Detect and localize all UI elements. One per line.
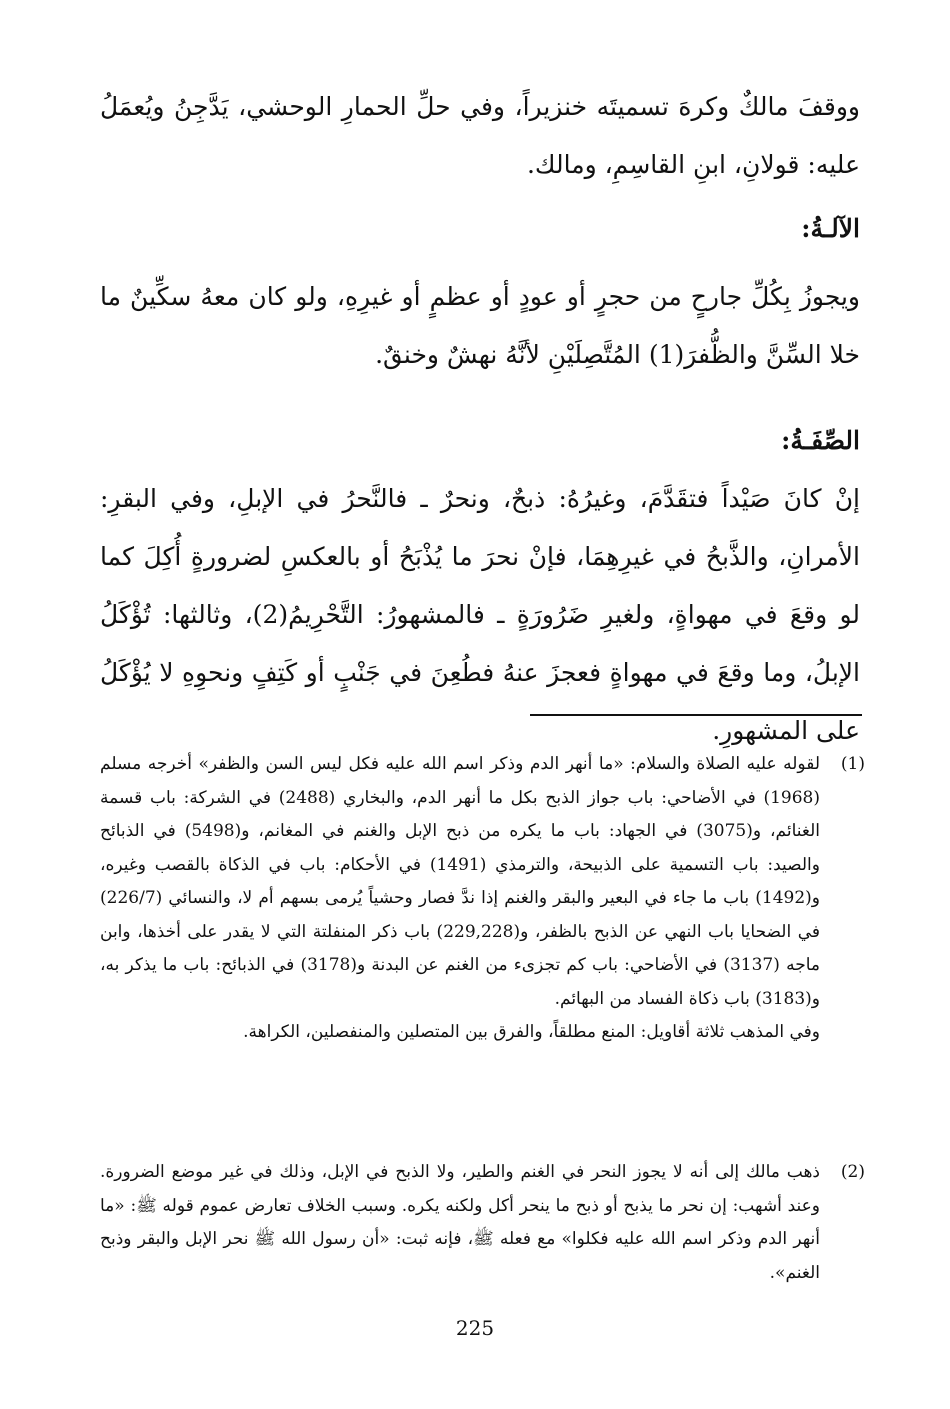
heading-tool: الآلـةُ: xyxy=(801,214,860,243)
footnote-1 xyxy=(100,748,865,1050)
footnote-text: لقوله عليه الصلاة والسلام: «ما أنهر الدم وذكر اسم الله عليه فكل ليس السن والظفر» أخرجه مسلم (1968) في الأضاحي: باب جواز الذبح بكل ما أنهر الدم، والبخاري (2488) في الشركة: باب قسمة الغنائم، و(3075) في الجهاد: باب ما يكره من ذبح الإبل والغنم في المغانم، و(5498) في الذبائح والصيد: باب التسمية على الذبيحة، والترمذي (1491) في الأحكام: باب في الذكاة بالقصب وغيره، و(1492) باب ما جاء في البعير والبقر والغنم إذا ندَّ فصار وحشياً يُرمى بسهم أم لا، والنسائي (226/7) في الضحايا باب النهي عن الذبح بالظفر، و(229,228) باب ذكر المنفلتة التي لا يقدر على أخذها، وابن ماجه (3137) في الأضاحي: باب كم تجزىء من الغنم عن البدنة و(3178) في الذبائح: باب ما يذكر به، و(3183) باب ذكاة الفساد من البهائم. xyxy=(100,754,821,1009)
footnote-2 xyxy=(100,1156,865,1290)
footnote-separator xyxy=(530,714,862,716)
page-number: 225 xyxy=(455,1316,495,1340)
paragraph-wild-donkey: ووقفَ مالكٌ وكرهَ تسميتَه خنزيراً، وفي حلِّ الحمارِ الوحشي، يَدَّجِنُ ويُعمَلُ عليه: قولانِ، ابنِ القاسِمِ، ومالك. xyxy=(100,92,860,179)
footnote-extra: وفي المذهب ثلاثة أقاويل: المنع مطلقاً، والفرق بين المتصلين والمنفصلين، الكراهة. xyxy=(243,1022,820,1042)
footnote-number: (1) xyxy=(840,754,865,774)
paragraph-method: إنْ كانَ صَيْداً فتقَدَّمَ، وغيرُهُ: ذبحٌ، ونحرٌ ـ فالنَّحرُ في الإبلِ، وفي البقرِ: الأمرانِ، والذَّبحُ في غيرِهِمَا، فإنْ نحرَ ما يُذْبَحُ أو بالعكسِ لضرورةٍ أُكِلَ كما لو وقعَ في مهواةٍ، ولغيرِ ضَرُورَةٍ ـ فالمشهورُ: التَّحْرِيمُ(2)، وثالثها: تُؤْكَلُ الإبلُ، وما وقعَ في مهواةٍ فعجزَ عنهُ فطُعِنَ في جَنْبٍ أو كَتِفٍ ونحوِهِ لا يُؤْكَلُ على المشهورِ. xyxy=(100,484,861,745)
heading-method: الصِّفَـةُ: xyxy=(781,426,860,455)
footnote-text: ذهب مالك إلى أنه لا يجوز النحر في الغنم والطير، ولا الذبح في الإبل، وذلك في غير موضع الضرورة. وعند أشهب: إن نحر ما يذبح أو ذبح ما ينحر أكل ولكنه يكره. وسبب الخلاف تعارض عموم قوله ﷺ: «ما أنهر الدم وذكر اسم الله عليه فكلوا» مع فعله ﷺ، فإنه ثبت: «أن رسول الله ﷺ نحر الإبل والبقر وذبح الغنم». xyxy=(100,1162,820,1283)
paragraph-tool: ويجوزُ بِكُلِّ جارحٍ من حجرٍ أو عودٍ أو عظمٍ أو غيرِهِ، ولو كان معهُ سكِّينٌ ما خلا السِّنَّ والظُّفرَ(1) المُتَّصِلَيْنِ لأنَّهُ نهشٌ وخنقٌ. xyxy=(100,282,860,369)
footnote-number: (2) xyxy=(840,1162,865,1182)
